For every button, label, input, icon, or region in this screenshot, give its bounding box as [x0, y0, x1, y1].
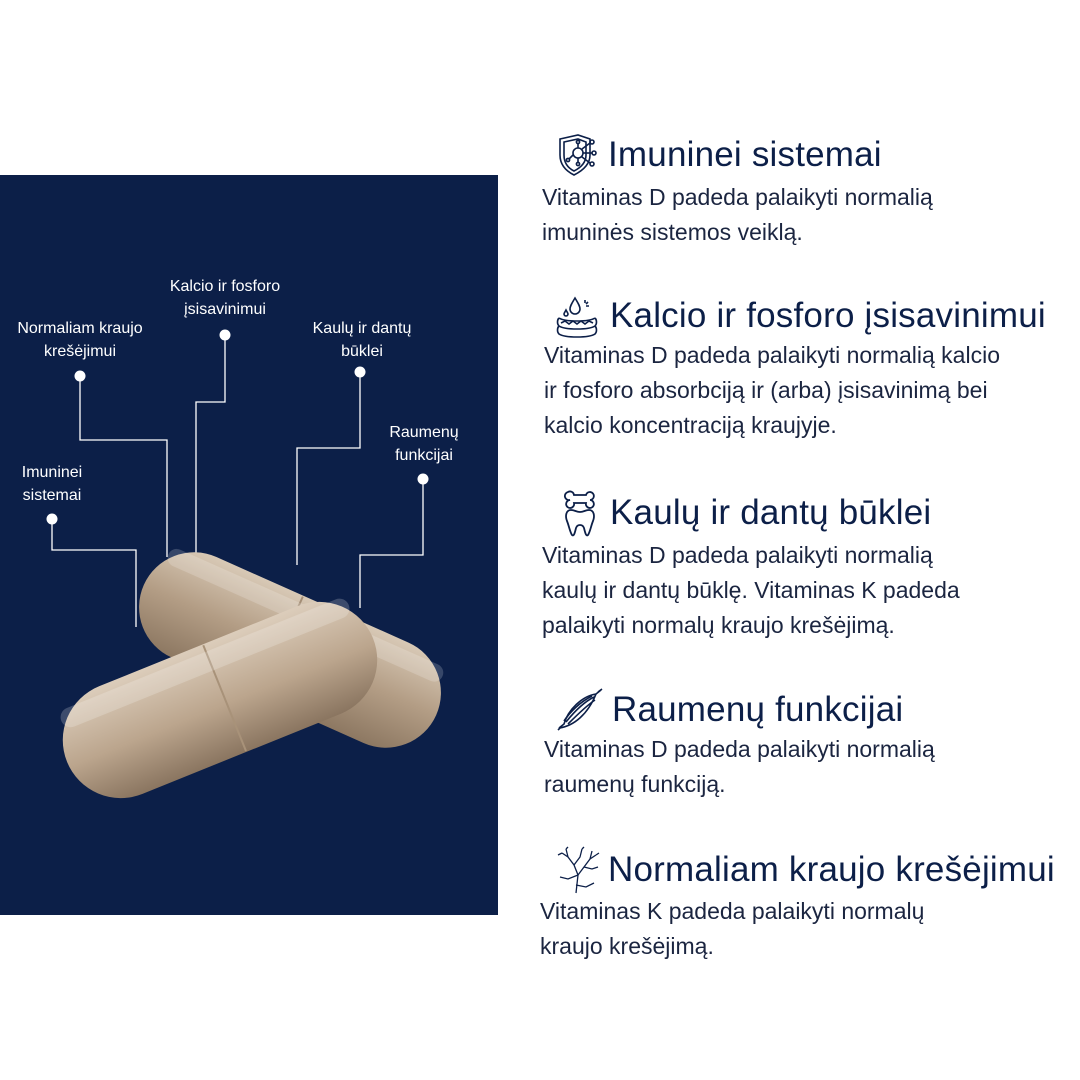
callout-dot-kraujo: [75, 371, 86, 382]
callout-line-kalcio: [196, 335, 225, 563]
benefit-title-row: [556, 688, 903, 732]
benefit-title-row: [556, 133, 882, 177]
benefit-desc-line: raumenų funkciją.: [544, 771, 726, 797]
benefit-desc-line: Vitaminas D padeda palaikyti normalią: [544, 736, 935, 762]
benefit-description: [540, 894, 924, 964]
benefit-desc-line: Vitaminas K padeda palaikyti normalų: [540, 898, 925, 924]
muscle-icon: [556, 688, 604, 732]
callout-dot-raumenu: [418, 474, 429, 485]
benefit-title: Normaliam kraujo krešėjimui: [608, 850, 1055, 889]
callout-imunines: [2, 461, 102, 507]
benefit-title: Kaulų ir dantų būklei: [610, 493, 932, 532]
callout-kalcio: [150, 275, 300, 321]
callout-kraujo-line1: Normaliam kraujo: [17, 320, 143, 337]
benefit-title: Kalcio ir fosforo įsisavinimui: [610, 296, 1046, 335]
blood-vessels-icon: [556, 844, 600, 896]
callout-dot-kaulu: [355, 367, 366, 378]
callout-kaulu: [292, 317, 432, 363]
benefit-desc-line: kaulų ir dantų būklę. Vitaminas K padeda: [542, 577, 960, 603]
benefit-description: [542, 538, 960, 643]
callout-kalcio-line1: Kalcio ir fosforo: [169, 278, 281, 295]
callout-dot-imunines: [47, 514, 58, 525]
benefit-desc-line: imuninės sistemos veiklą.: [542, 219, 803, 245]
callout-line-imunines: [52, 519, 136, 627]
callout-line-raumenu: [360, 479, 423, 608]
benefit-title: Raumenų funkcijai: [612, 690, 904, 729]
callout-kraujo: [0, 317, 160, 363]
callout-raumenu-line1: Raumenų: [389, 424, 459, 441]
callout-raumenu: [374, 421, 474, 467]
benefit-desc-line: ir fosforo absorbciją ir (arba) įsisavinimą bei: [544, 377, 988, 403]
callout-dot-kalcio: [220, 330, 231, 341]
benefit-desc-line: kraujo krešėjimą.: [540, 933, 714, 959]
callout-raumenu-line2: funkcijai: [395, 447, 453, 464]
benefit-desc-line: palaikyti normalų kraujo krešėjimą.: [542, 612, 895, 638]
benefit-description: [542, 180, 933, 250]
callout-kalcio-line2: įsisavinimui: [184, 301, 266, 318]
benefit-desc-line: Vitaminas D padeda palaikyti normalią: [542, 184, 933, 210]
callout-kraujo-line2: krešėjimui: [43, 343, 116, 360]
callout-imunines-line2: sistemai: [22, 487, 82, 504]
benefit-title: Imuninei sistemai: [608, 135, 882, 174]
callout-kaulu-line2: būklei: [341, 343, 383, 360]
callout-line-kaulu: [297, 372, 360, 565]
benefit-title-row: [552, 294, 1046, 338]
benefit-description: [544, 338, 1000, 443]
benefit-description: [544, 732, 935, 802]
benefit-title-row: [556, 844, 1055, 896]
benefit-desc-line: kalcio koncentraciją kraujyje.: [544, 412, 837, 438]
callout-imunines-line1: Imuninei: [21, 464, 83, 481]
benefit-desc-line: Vitaminas D padeda palaikyti normalią kalcio: [544, 342, 1000, 368]
product-image-panel: [0, 175, 498, 915]
callout-kaulu-line1: Kaulų ir dantų: [312, 320, 412, 337]
water-drops-bone-icon: [552, 294, 602, 338]
shield-virus-icon: [556, 133, 600, 177]
benefit-desc-line: Vitaminas D padeda palaikyti normalią: [542, 542, 933, 568]
benefit-title-row: [558, 488, 931, 538]
tooth-bone-icon: [558, 488, 602, 538]
